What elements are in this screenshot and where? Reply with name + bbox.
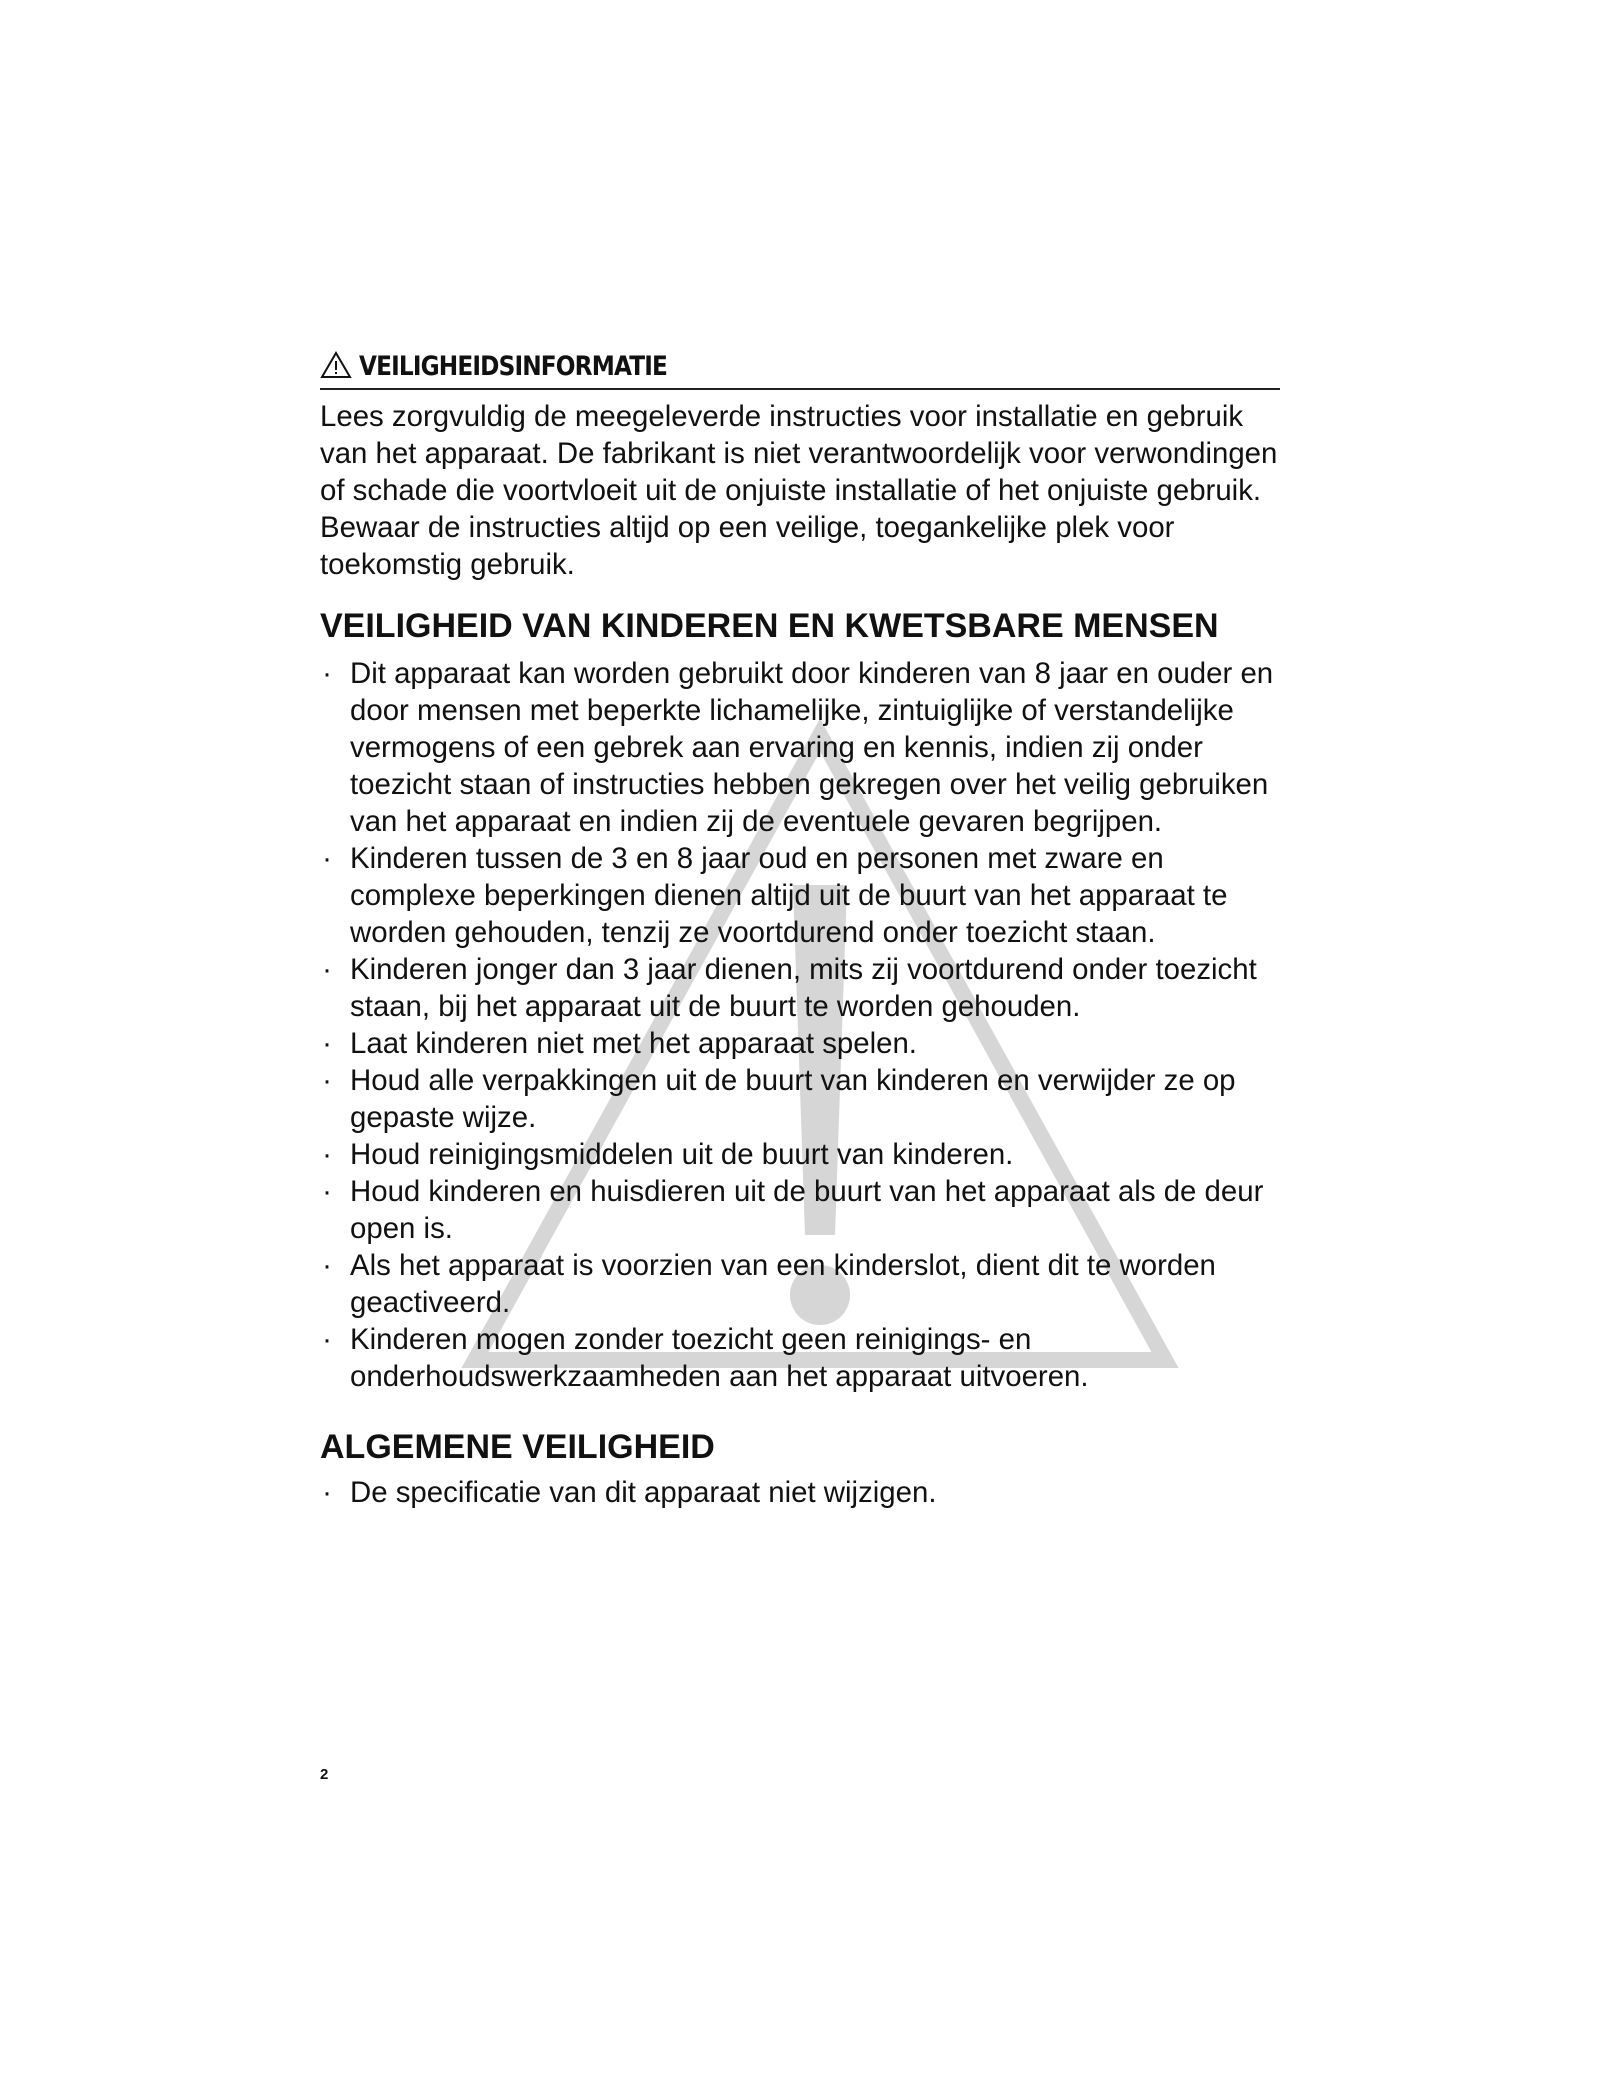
list-item xyxy=(320,655,1280,840)
list-item-text: De specificatie van dit apparaat niet wijzigen. xyxy=(350,1476,937,1509)
bullet-mark: · xyxy=(322,953,332,986)
bullet-mark: · xyxy=(322,1138,332,1171)
general-safety-list xyxy=(320,1474,1280,1511)
list-item-text: Kinderen mogen zonder toezicht geen reinigings- en onderhoudswerkzaamheden aan het apparaat uitvoeren. xyxy=(350,1323,1089,1393)
list-item-text: Als het apparaat is voorzien van een kinderslot, dient dit te worden geactiveerd. xyxy=(350,1249,1216,1319)
warning-triangle-icon xyxy=(320,351,352,379)
children-safety-heading: VEILIGHEID VAN KINDEREN EN KWETSBARE MENSEN xyxy=(320,607,1219,645)
bullet-mark: · xyxy=(322,842,332,875)
page-number: 2 xyxy=(320,1766,329,1783)
list-item-text: Kinderen tussen de 3 en 8 jaar oud en personen met zware en complexe beperkingen dienen altijd uit de buurt van het apparaat te worden gehouden, tenzij ze voortdurend onder toezicht staan. xyxy=(350,842,1228,949)
section-header xyxy=(320,344,1280,390)
general-safety-heading: ALGEMENE VEILIGHEID xyxy=(320,1428,715,1466)
page-title: VEILIGHEIDSINFORMATIE xyxy=(359,350,668,382)
list-item-text: Laat kinderen niet met het apparaat spelen. xyxy=(350,1027,917,1060)
list-item xyxy=(320,1062,1280,1136)
list-item xyxy=(320,1173,1280,1247)
list-item-text: Houd alle verpakkingen uit de buurt van kinderen en verwijder ze op gepaste wijze. xyxy=(350,1064,1236,1134)
bullet-mark: · xyxy=(322,1027,332,1060)
list-item xyxy=(320,840,1280,951)
list-item xyxy=(320,1025,1280,1062)
list-item-text: Houd kinderen en huisdieren uit de buurt van het apparaat als de deur open is. xyxy=(350,1175,1264,1245)
bullet-mark: · xyxy=(322,657,332,690)
list-item xyxy=(320,951,1280,1025)
list-item xyxy=(320,1321,1280,1395)
list-item-text: Kinderen jonger dan 3 jaar dienen, mits zij voortdurend onder toezicht staan, bij het apparaat uit de buurt te worden gehouden. xyxy=(350,953,1257,1023)
bullet-mark: · xyxy=(322,1249,332,1282)
intro-paragraph: Lees zorgvuldig de meegeleverde instructies voor installatie en gebruik van het apparaat. De fabrikant is niet verantwoordelijk voor verwondingen of schade die voortvloeit uit de onjuiste installatie of het onjuiste gebruik. Bewaar de instructies altijd op een veilige, toegankelijke plek voor toekomstig gebruik. xyxy=(320,400,1278,581)
list-item xyxy=(320,1136,1280,1173)
list-item xyxy=(320,1247,1280,1321)
safety-document xyxy=(320,344,1280,1511)
list-item-text: Dit apparaat kan worden gebruikt door kinderen van 8 jaar en ouder en door mensen met beperkte lichamelijke, zintuiglijke of verstandelijke vermogens of een gebrek aan ervaring en kennis, indien zij onder toezicht staan of instructies hebben gekregen over het veilig gebruiken van het apparaat en indien zij de eventuele gevaren begrijpen. xyxy=(350,657,1274,838)
children-safety-list xyxy=(320,655,1280,1395)
list-item xyxy=(320,1474,1280,1511)
list-item-text: Houd reinigingsmiddelen uit de buurt van kinderen. xyxy=(350,1138,1014,1171)
bullet-mark: · xyxy=(322,1064,332,1097)
bullet-mark: · xyxy=(322,1323,332,1356)
bullet-mark: · xyxy=(322,1476,332,1509)
bullet-mark: · xyxy=(322,1175,332,1208)
